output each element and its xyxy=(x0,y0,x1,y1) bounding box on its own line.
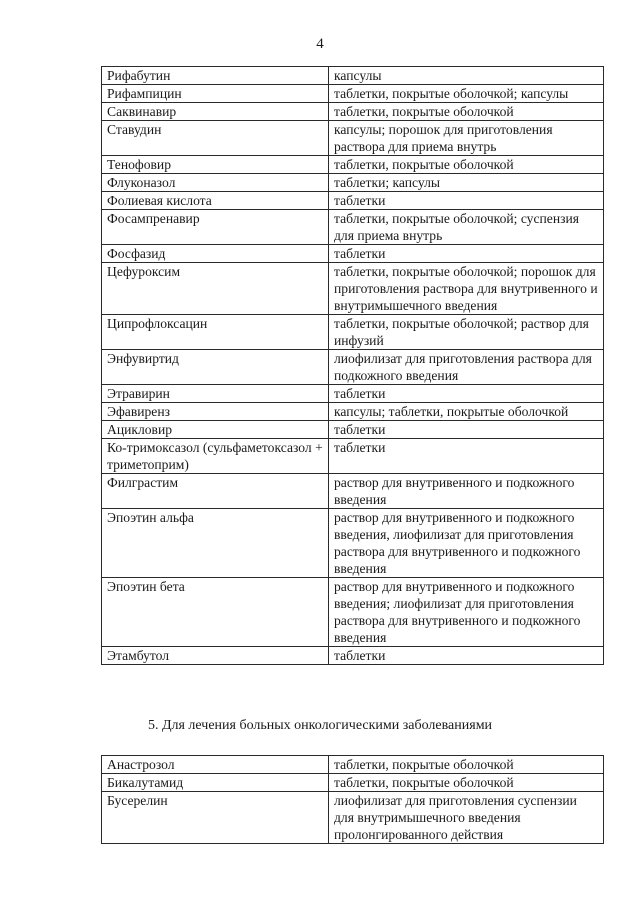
dosage-form-cell: таблетки, покрытые оболочкой; капсулы xyxy=(329,85,604,103)
drug-name-cell: Ко-тримоксазол (сульфаметоксазол + триметоприм) xyxy=(102,439,329,474)
dosage-form-cell: капсулы; таблетки, покрытые оболочкой xyxy=(329,403,604,421)
drug-table-main-body xyxy=(102,67,604,665)
drug-name-cell: Бусерелин xyxy=(102,792,329,844)
dosage-form-cell: капсулы xyxy=(329,67,604,85)
drug-name-cell: Саквинавир xyxy=(102,103,329,121)
dosage-form-cell: лиофилизат для приготовления суспензии для внутримышечного введения пролонгированного действия xyxy=(329,792,604,844)
table-row xyxy=(102,315,604,350)
table-row xyxy=(102,263,604,315)
dosage-form-cell: таблетки xyxy=(329,439,604,474)
drug-table-main xyxy=(101,66,604,665)
table-row xyxy=(102,103,604,121)
drug-table-oncology-body xyxy=(102,756,604,844)
dosage-form-cell: лиофилизат для приготовления раствора для подкожного введения xyxy=(329,350,604,385)
table-row xyxy=(102,192,604,210)
table-row xyxy=(102,245,604,263)
drug-name-cell: Этравирин xyxy=(102,385,329,403)
dosage-form-cell: раствор для внутривенного и подкожного введения, лиофилизат для приготовления раствора для внутривенного и подкожного введения xyxy=(329,509,604,578)
drug-name-cell: Ципрофлоксацин xyxy=(102,315,329,350)
table-row xyxy=(102,156,604,174)
table-row xyxy=(102,578,604,647)
table-row xyxy=(102,647,604,665)
drug-name-cell: Флуконазол xyxy=(102,174,329,192)
dosage-form-cell: раствор для внутривенного и подкожного введения xyxy=(329,474,604,509)
drug-name-cell: Фосфазид xyxy=(102,245,329,263)
dosage-form-cell: капсулы; порошок для приготовления раствора для приема внутрь xyxy=(329,121,604,156)
drug-name-cell: Анастрозол xyxy=(102,756,329,774)
dosage-form-cell: таблетки; капсулы xyxy=(329,174,604,192)
table-row xyxy=(102,756,604,774)
table-row xyxy=(102,85,604,103)
page-number: 4 xyxy=(316,36,324,52)
drug-name-cell: Эпоэтин альфа xyxy=(102,509,329,578)
dosage-form-cell: таблетки, покрытые оболочкой xyxy=(329,156,604,174)
table-row xyxy=(102,403,604,421)
table-row xyxy=(102,210,604,245)
dosage-form-cell: таблетки, покрытые оболочкой xyxy=(329,756,604,774)
drug-name-cell: Ставудин xyxy=(102,121,329,156)
drug-name-cell: Цефуроксим xyxy=(102,263,329,315)
dosage-form-cell: таблетки, покрытые оболочкой; порошок для приготовления раствора для внутривенного и внутримышечного введения xyxy=(329,263,604,315)
drug-name-cell: Энфувиртид xyxy=(102,350,329,385)
dosage-form-cell: таблетки xyxy=(329,647,604,665)
dosage-form-cell: раствор для внутривенного и подкожного введения; лиофилизат для приготовления раствора для внутривенного и подкожного введения xyxy=(329,578,604,647)
dosage-form-cell: таблетки xyxy=(329,385,604,403)
drug-name-cell: Этамбутол xyxy=(102,647,329,665)
table-row xyxy=(102,439,604,474)
dosage-form-cell: таблетки, покрытые оболочкой; суспензия для приема внутрь xyxy=(329,210,604,245)
drug-table-oncology xyxy=(101,755,604,844)
drug-name-cell: Фосампренавир xyxy=(102,210,329,245)
drug-name-cell: Рифабутин xyxy=(102,67,329,85)
table-row xyxy=(102,509,604,578)
table-row xyxy=(102,421,604,439)
drug-name-cell: Эпоэтин бета xyxy=(102,578,329,647)
dosage-form-cell: таблетки, покрытые оболочкой; раствор для инфузий xyxy=(329,315,604,350)
dosage-form-cell: таблетки, покрытые оболочкой xyxy=(329,103,604,121)
dosage-form-cell: таблетки xyxy=(329,192,604,210)
table-row xyxy=(102,385,604,403)
drug-name-cell: Фолиевая кислота xyxy=(102,192,329,210)
table-row xyxy=(102,67,604,85)
section-heading: 5. Для лечения больных онкологическими заболеваниями xyxy=(147,718,493,733)
drug-name-cell: Эфавиренз xyxy=(102,403,329,421)
table-row xyxy=(102,121,604,156)
dosage-form-cell: таблетки, покрытые оболочкой xyxy=(329,774,604,792)
table-row xyxy=(102,774,604,792)
table-row xyxy=(102,792,604,844)
table-row xyxy=(102,474,604,509)
dosage-form-cell: таблетки xyxy=(329,245,604,263)
dosage-form-cell: таблетки xyxy=(329,421,604,439)
table-row xyxy=(102,350,604,385)
drug-name-cell: Бикалутамид xyxy=(102,774,329,792)
table-row xyxy=(102,174,604,192)
drug-name-cell: Рифампицин xyxy=(102,85,329,103)
drug-name-cell: Ацикловир xyxy=(102,421,329,439)
drug-name-cell: Тенофовир xyxy=(102,156,329,174)
drug-name-cell: Филграстим xyxy=(102,474,329,509)
